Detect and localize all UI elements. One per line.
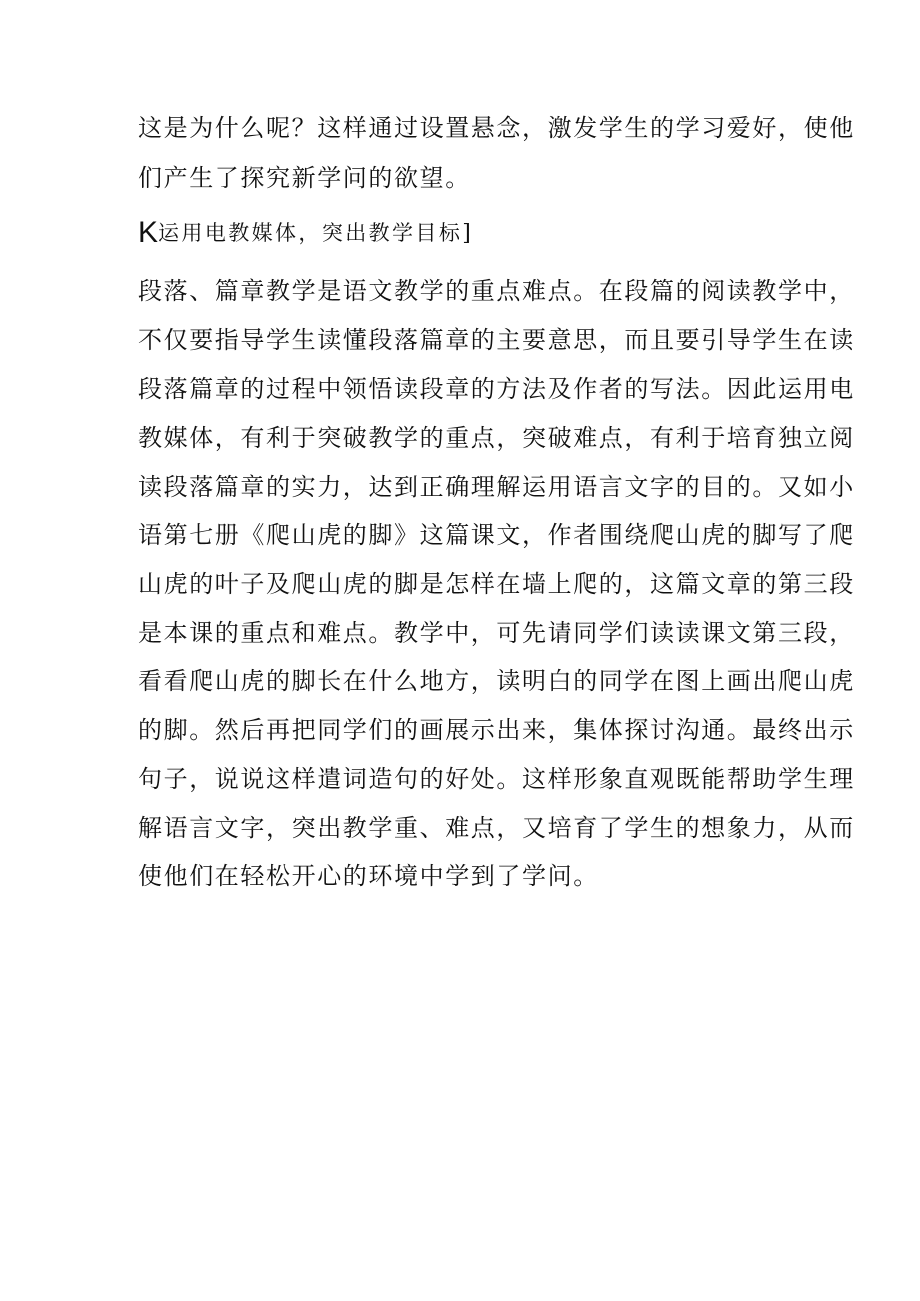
paragraph-1-line: 们产生了探究新学问的欲望。: [138, 164, 471, 192]
paragraph-2-line: 读段落篇章的实力，达到正确理解运用语言文字的目的。又如小: [138, 473, 855, 501]
paragraph-2-line: 句子，说说这样遣词造句的好处。这样形象直观既能帮助学生理: [138, 765, 855, 793]
paragraph-2-line: 解语言文字，突出教学重、难点，又培育了学生的想象力，从而: [138, 814, 855, 842]
paragraph-2-line: 语第七册《爬山虎的脚》这篇课文，作者围绕爬山虎的脚写了爬: [138, 521, 855, 549]
paragraph-2-line: 是本课的重点和难点。教学中，可先请同学们读读课文第三段，: [138, 619, 855, 647]
section-heading: [138, 218, 471, 250]
paragraph-2-line: 看看爬山虎的脚长在什么地方，读明白的同学在图上画出爬山虎: [138, 667, 855, 695]
paragraph-2-line: 不仅要指导学生读懂段落篇章的主要意思，而且要引导学生在读: [138, 326, 855, 354]
paragraph-2-line: 段落篇章的过程中领悟读段章的方法及作者的写法。因此运用电: [138, 375, 855, 403]
paragraph-2-line: 段落、篇章教学是语文教学的重点难点。在段篇的阅读教学中，: [138, 277, 855, 305]
heading-closing-bracket: ]: [462, 221, 471, 246]
heading-text: 运用电教媒体，突出教学目标: [158, 221, 463, 245]
paragraph-1-line: 这是为什么呢？这样通过设置悬念，激发学生的学习爱好，使他: [138, 114, 855, 142]
paragraph-2-line: 教媒体，有利于突破教学的重点，突破难点，有利于培育独立阅: [138, 424, 855, 452]
paragraph-2-line: 使他们在轻松开心的环境中学到了学问。: [138, 862, 599, 890]
paragraph-2-line: 的脚。然后再把同学们的画展示出来，集体探讨沟通。最终出示: [138, 716, 855, 744]
heading-marker: K: [138, 216, 159, 249]
paragraph-2-line: 山虎的叶子及爬山虎的脚是怎样在墙上爬的，这篇文章的第三段: [138, 570, 855, 598]
